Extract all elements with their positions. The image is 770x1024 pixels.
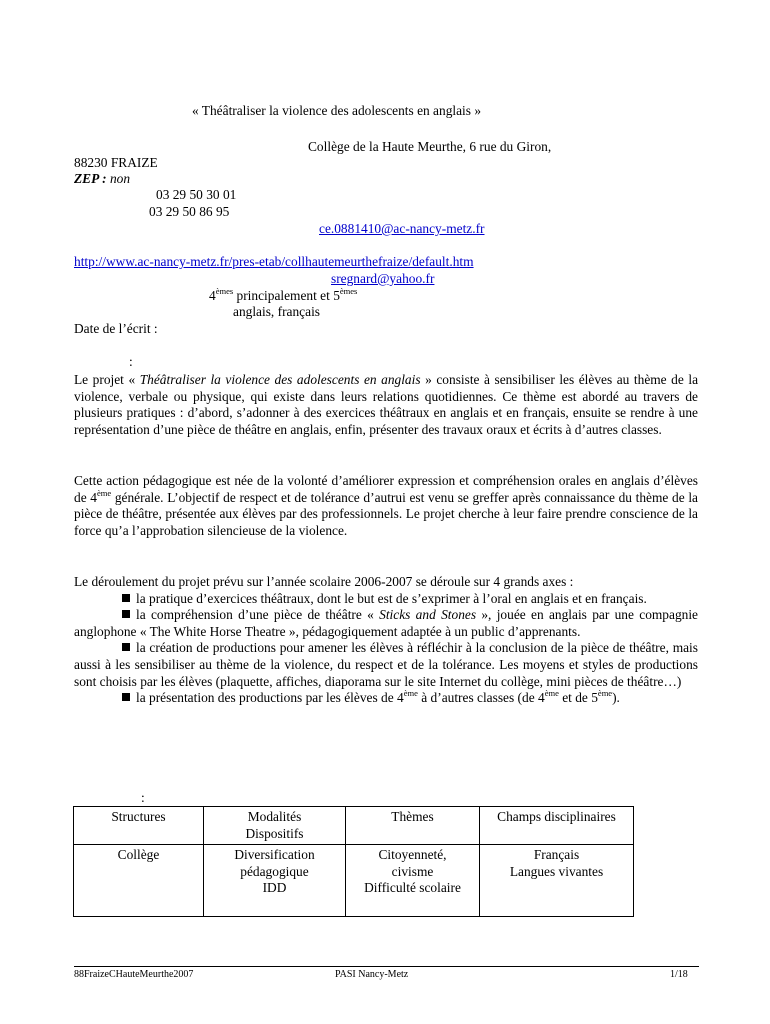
paragraph-axes — [74, 574, 698, 707]
axis-4-mid2: et de 5 — [558, 690, 598, 706]
axis-4-start: la présentation des productions par les élèves de 4 — [136, 690, 404, 706]
square-bullet-icon — [122, 693, 130, 701]
p2-rest: générale. L’objectif de respect et de tolérance d’autrui est venu se greffer après connaissance du thème de la pièce de théâtre, présentée aux élèves par des professionnels. Le projet cherche à leur faire prendre conscience de la force qu’a l’approbation silencieuse de la violence. — [74, 489, 698, 538]
square-bullet-icon — [122, 610, 130, 618]
cell-themes-l2: civisme — [391, 863, 434, 879]
axis-3-text: la création de productions pour amener les élèves à réfléchir à la conclusion de la pièce de théâtre, mais aussi à les sensibiliser au thème de la violence, du respect et de la tolérance. Les moyens et styles de productions sont choisis par les élèves (plaquette, affiches, diaporama sur le site Internet du collège, mini pièces de théâtre…) — [74, 640, 698, 689]
cell-champs — [480, 845, 634, 917]
cell-themes-l3: Difficulté scolaire — [364, 880, 461, 895]
p1-rest: » consiste à sensibiliser les élèves au thème de la violence, verbale ou physique, qui existe dans leurs relations quotidiennes. Ce thème est abordé au travers de plusieurs pratiques : d’abord, s’adonner à des exercices théâtraux en anglais et en français, ensuite se rendre à une représentation d’une pièce de théâtre en anglais, enfin, présenter des travaux oraux et écrits à d’autres classes. — [74, 372, 699, 437]
cell-themes — [346, 845, 480, 917]
page-number: 1/18 — [670, 969, 688, 980]
axis-4-sup3: ème — [597, 688, 613, 699]
header-modalites — [204, 807, 346, 845]
axis-item — [74, 690, 698, 707]
square-bullet-icon — [122, 643, 130, 651]
p2-start: Cette action pédagogique est née de la volonté d’améliorer expression et compréhension orales en anglais d’élèves de 4 — [74, 473, 698, 505]
colon-marker: : — [141, 790, 145, 805]
fax-number: 03 29 50 86 95 — [149, 204, 230, 219]
p1-project-title: Théâtraliser la violence des adolescents en anglais — [139, 372, 421, 387]
p2-sup: ème — [97, 487, 112, 498]
cell-modalites — [204, 845, 346, 917]
cell-champs-l2: Langues vivantes — [509, 863, 604, 879]
footer-rule — [74, 966, 699, 967]
header-champs: Champs disciplinaires — [480, 807, 634, 845]
footer-center: PASI Nancy-Metz — [335, 969, 409, 980]
colon-marker: : — [129, 354, 133, 369]
table-row — [74, 845, 634, 917]
axis-1-text: la pratique d’exercices théâtraux, dont le but est de s’exprimer à l’oral en anglais et en français. — [136, 590, 647, 606]
axis-2-start: la compréhension d’une pièce de théâtre « — [136, 607, 380, 623]
cell-themes-l1: Citoyenneté, — [378, 847, 447, 862]
school-address: Collège de la Haute Meurthe, 6 rue du Giron, — [308, 139, 552, 154]
date-label: Date de l’écrit : — [74, 321, 158, 336]
header-themes: Thèmes — [346, 807, 480, 845]
p1-start: Le projet « — [74, 372, 140, 387]
axis-2-play-title: Sticks and Stones — [379, 607, 477, 623]
zep-value: non — [109, 171, 131, 186]
footer-left: 88FraizeCHauteMeurthe2007 — [74, 969, 194, 980]
cell-structure: Collège — [74, 845, 204, 917]
axis-4-sup1: ème — [403, 688, 418, 699]
cell-modalites-l3: IDD — [262, 880, 287, 895]
cell-champs-l1: Français — [533, 847, 580, 862]
school-website-link[interactable]: http://www.ac-nancy-metz.fr/pres-etab/collhautemeurthefraize/default.htm — [74, 254, 474, 269]
phone-number: 03 29 50 30 01 — [156, 187, 237, 202]
paragraph-intro — [74, 372, 698, 438]
axis-item — [74, 607, 698, 640]
header-modalites-l1: Modalités — [247, 809, 302, 824]
cell-modalites-l2: pédagogique — [240, 863, 309, 879]
axes-intro: Le déroulement du projet prévu sur l’année scolaire 2006-2007 se déroule sur 4 grands axes : — [74, 574, 574, 589]
zep-line — [74, 171, 130, 187]
cell-modalites-l1: Diversification — [234, 847, 315, 862]
level-mid: principalement et 5 — [233, 288, 340, 303]
table-header-row — [74, 807, 634, 845]
document-title: « Théâtraliser la violence des adolescents en anglais » — [192, 103, 482, 118]
level-4: 4 — [209, 288, 216, 303]
school-email-link[interactable]: ce.0881410@ac-nancy-metz.fr — [319, 221, 485, 236]
paragraph-origin — [74, 473, 698, 539]
axis-4-mid: à d’autres classes (de 4 — [417, 690, 545, 706]
postal-city: 88230 FRAIZE — [74, 155, 158, 170]
axis-item — [74, 640, 698, 690]
project-table — [73, 806, 634, 917]
zep-label: ZEP : — [74, 171, 107, 186]
header-modalites-l2: Dispositifs — [245, 825, 304, 841]
header-structures: Structures — [74, 807, 204, 845]
square-bullet-icon — [122, 594, 130, 602]
level-4-sup: èmes — [215, 286, 234, 296]
axis-item — [74, 591, 698, 608]
level-5-sup: èmes — [339, 286, 358, 296]
axis-4-sup2: ème — [544, 688, 559, 699]
axis-4-end: ). — [612, 690, 620, 706]
contact-email-link[interactable]: sregnard@yahoo.fr — [331, 271, 435, 286]
subjects: anglais, français — [233, 304, 320, 319]
class-levels — [209, 288, 357, 304]
axis-2-rest: », jouée en anglais par une compagnie anglophone « The White Horse Theatre », pédagogiquement adaptée à un public d’apprenants. — [74, 607, 698, 639]
